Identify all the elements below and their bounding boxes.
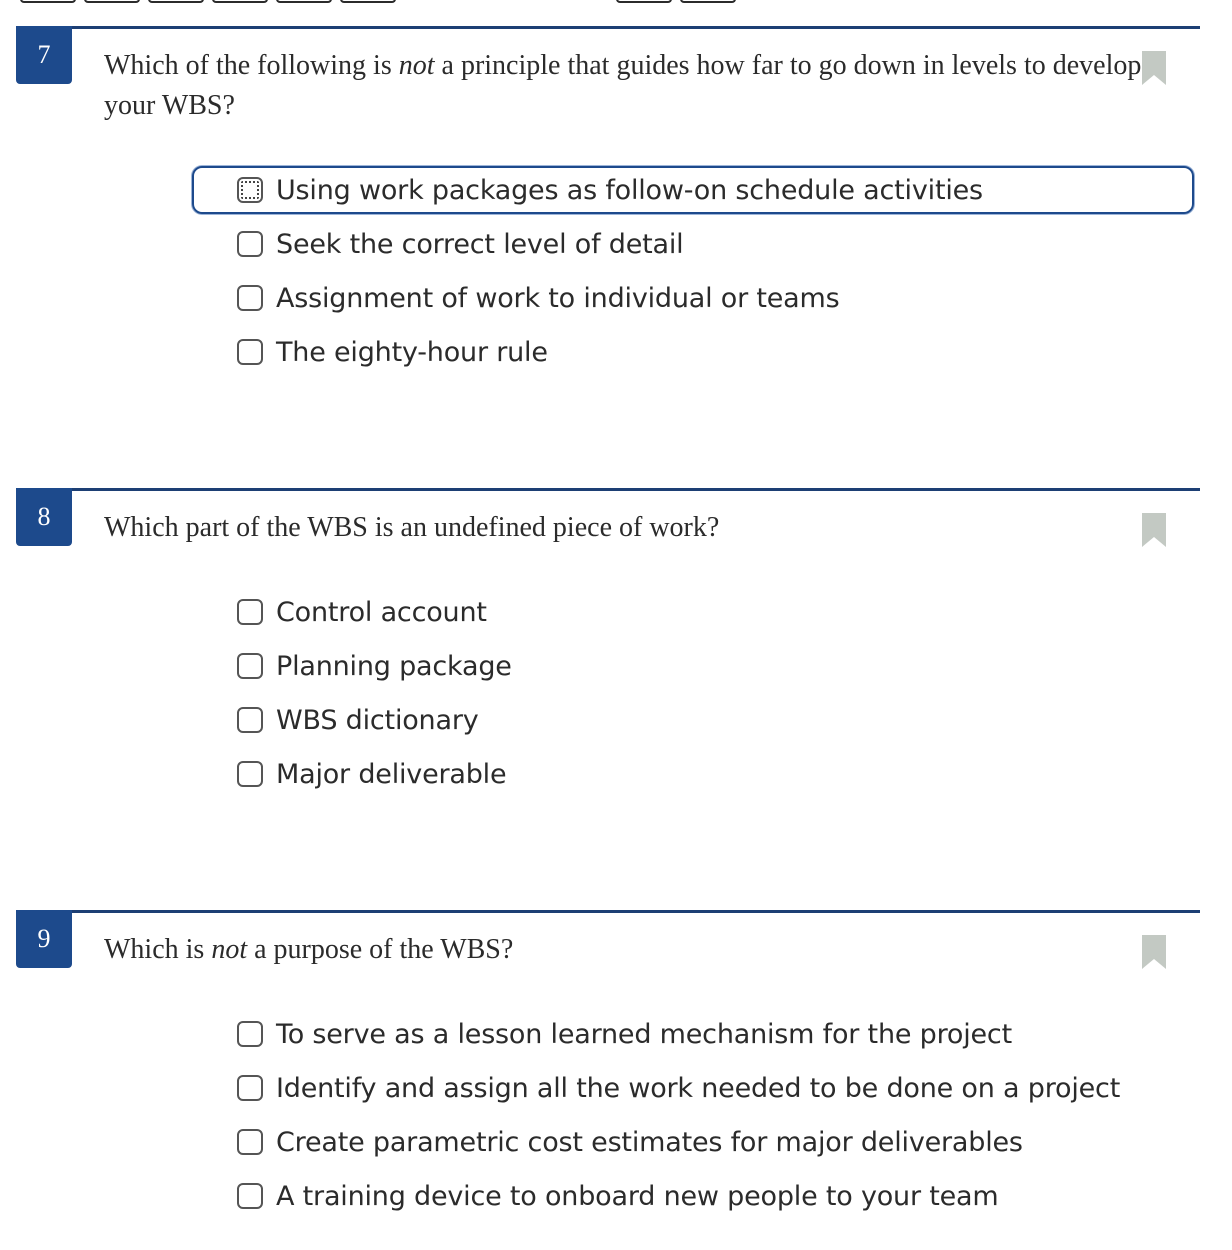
checkbox[interactable]	[237, 1129, 263, 1155]
question-divider	[16, 910, 1200, 913]
answer-label: Control account	[276, 596, 487, 628]
answer-option[interactable]	[192, 642, 1194, 690]
answer-label: Major deliverable	[276, 758, 507, 790]
checkbox[interactable]	[237, 231, 263, 257]
answer-option[interactable]	[192, 588, 1194, 636]
answer-label: A training device to onboard new people to your team	[276, 1180, 999, 1212]
checkbox[interactable]	[237, 761, 263, 787]
answer-option[interactable]	[192, 750, 1194, 798]
checkbox[interactable]	[237, 1183, 263, 1209]
checkbox[interactable]	[237, 707, 263, 733]
question-nav-strip	[0, 0, 1232, 6]
answer-label: Assignment of work to individual or teams	[276, 282, 840, 314]
checkbox[interactable]	[237, 285, 263, 311]
question-text: Which part of the WBS is an undefined piece of work?	[104, 512, 720, 543]
answer-option[interactable]	[192, 1010, 1194, 1058]
answer-option[interactable]	[192, 1064, 1194, 1112]
question-nav-tab[interactable]	[20, 0, 76, 3]
question-nav-tab[interactable]	[212, 0, 268, 3]
question-number-badge: 9	[16, 910, 72, 968]
question-text: Which of the following is not a principle that guides how far to go down in levels to develop your WBS?	[104, 50, 1142, 121]
question-nav-tab[interactable]	[148, 0, 204, 3]
answer-label: Planning package	[276, 650, 512, 682]
question-nav-tab[interactable]	[680, 0, 736, 3]
answer-option[interactable]	[192, 1118, 1194, 1166]
answer-label: Create parametric cost estimates for major deliverables	[276, 1126, 1023, 1158]
checkbox[interactable]	[237, 339, 263, 365]
answer-option[interactable]	[192, 274, 1194, 322]
question-nav-tab[interactable]	[340, 0, 396, 3]
checkbox[interactable]	[237, 599, 263, 625]
question-number-badge: 8	[16, 488, 72, 546]
answer-option[interactable]	[192, 696, 1194, 744]
checkbox[interactable]	[237, 1075, 263, 1101]
answer-label: Identify and assign all the work needed to be done on a project	[276, 1072, 1121, 1104]
question-emphasis: not	[211, 934, 248, 965]
answer-label: To serve as a lesson learned mechanism for the project	[276, 1018, 1012, 1050]
question-nav-tab[interactable]	[84, 0, 140, 3]
answer-option[interactable]	[192, 220, 1194, 268]
bookmark-icon[interactable]	[1142, 51, 1166, 85]
answer-label: The eighty-hour rule	[276, 336, 548, 368]
question-divider	[16, 488, 1200, 491]
question-nav-tab[interactable]	[276, 0, 332, 3]
question-number-badge: 7	[16, 26, 72, 84]
checkbox[interactable]	[237, 653, 263, 679]
answer-label: Using work packages as follow-on schedule activities	[276, 174, 983, 206]
answer-label: WBS dictionary	[276, 704, 479, 736]
answer-option[interactable]	[192, 166, 1194, 214]
question-nav-tab[interactable]	[616, 0, 672, 3]
answer-label: Seek the correct level of detail	[276, 228, 684, 260]
question-divider	[16, 26, 1200, 29]
checkbox[interactable]	[237, 177, 263, 203]
bookmark-icon[interactable]	[1142, 935, 1166, 969]
bookmark-icon[interactable]	[1142, 513, 1166, 547]
answer-option[interactable]	[192, 1172, 1194, 1220]
answer-option[interactable]	[192, 328, 1194, 376]
question-emphasis: not	[398, 50, 435, 81]
checkbox[interactable]	[237, 1021, 263, 1047]
question-text: Which is not a purpose of the WBS?	[104, 934, 514, 965]
